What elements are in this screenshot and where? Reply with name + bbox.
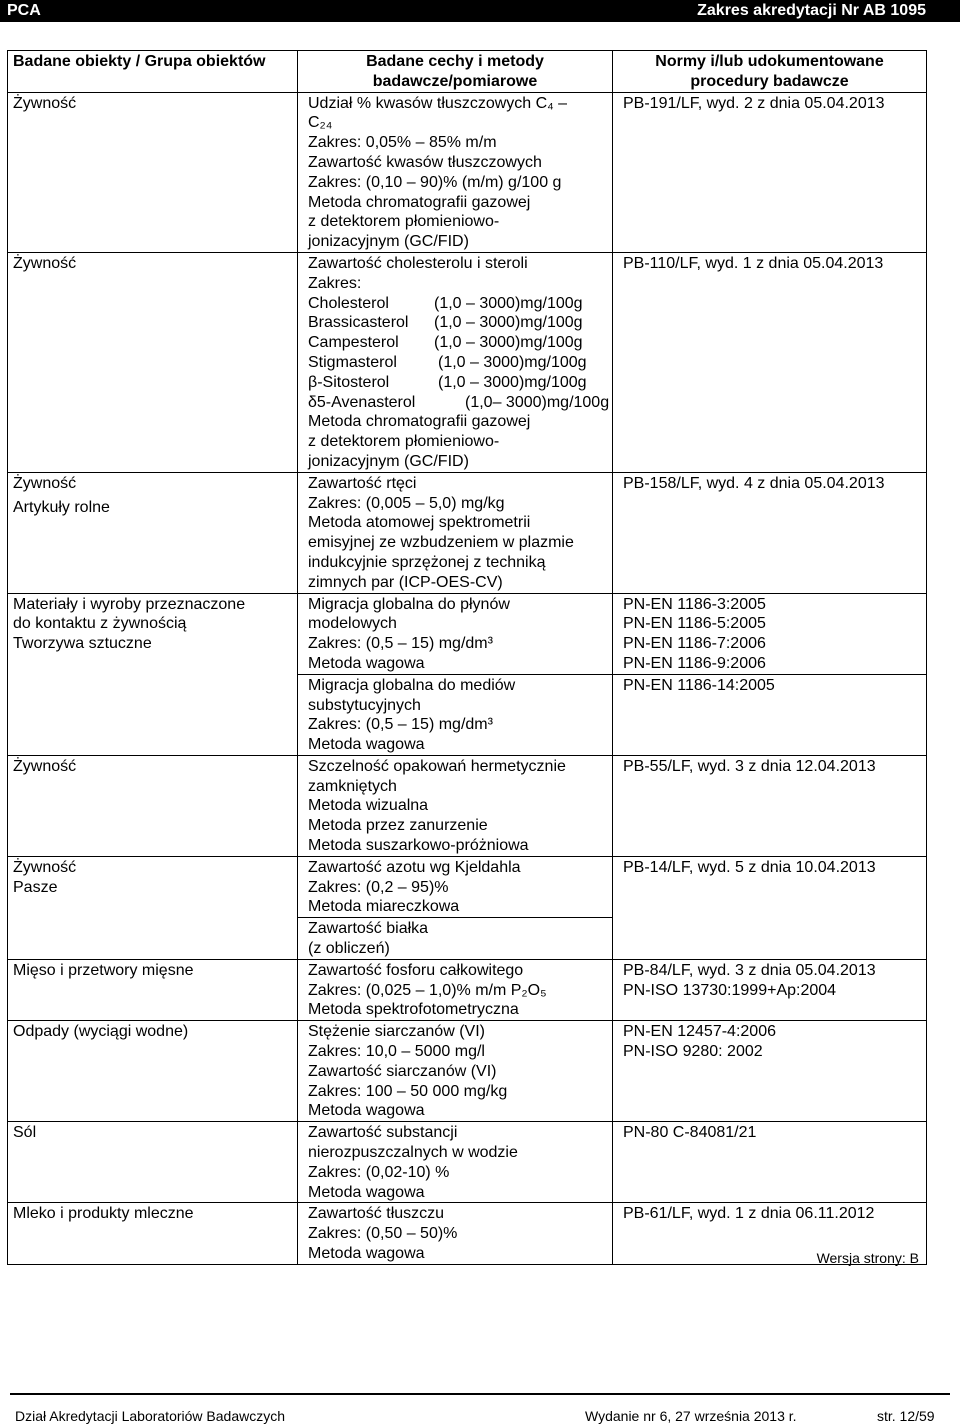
object-label: Żywność bbox=[13, 474, 77, 492]
methods-cell bbox=[298, 959, 613, 1020]
objects-cell bbox=[8, 472, 298, 593]
page-header-bar bbox=[0, 0, 960, 22]
method-line: Zakres: (0,5 – 15) mg/dm³ bbox=[308, 635, 493, 653]
method-line: Zawartość substancji bbox=[308, 1124, 458, 1142]
sterol-range-line bbox=[308, 313, 610, 333]
method-line: C₂₄ bbox=[308, 114, 333, 132]
methods-cell bbox=[298, 92, 613, 252]
method-line: Zawartość tłuszczu bbox=[308, 1205, 445, 1223]
norm-reference: PN-EN 12457-4:2006 bbox=[623, 1023, 776, 1041]
footer-edition: Wydanie nr 6, 27 września 2013 r. bbox=[585, 1408, 797, 1424]
column-header-methods: Badane cechy i metody badawcze/pomiarowe bbox=[298, 51, 613, 93]
method-line: Metoda chromatografii gazowej bbox=[308, 413, 531, 431]
sterol-range: (1,0 – 3000)mg/100g bbox=[438, 373, 587, 391]
method-line: Zakres: (0,02-10) % bbox=[308, 1163, 450, 1181]
methods-cell bbox=[298, 593, 613, 674]
method-line: Zakres: 0,05% – 85% m/m bbox=[308, 134, 497, 152]
object-label: Tworzywa sztuczne bbox=[13, 635, 152, 653]
method-line: Metoda miareczkowa bbox=[308, 898, 460, 916]
objects-cell bbox=[8, 755, 298, 856]
footer-department: Dział Akredytacji Laboratoriów Badawczych bbox=[15, 1408, 286, 1424]
methods-cell bbox=[298, 472, 613, 593]
sterol-range: (1,0 – 3000)mg/100g bbox=[434, 294, 583, 312]
norms-cell bbox=[613, 252, 927, 472]
method-line: Zawartość fosforu całkowitego bbox=[308, 961, 524, 979]
norm-reference: PB-191/LF, wyd. 2 z dnia 05.04.2013 bbox=[623, 94, 885, 112]
table-row bbox=[8, 755, 927, 856]
table-row bbox=[8, 593, 927, 674]
object-label: Mleko i produkty mleczne bbox=[13, 1205, 194, 1223]
objects-cell bbox=[8, 959, 298, 1020]
sterol-name: Brassicasterol bbox=[308, 314, 409, 332]
sterol-name: Stigmasterol bbox=[308, 353, 397, 371]
method-line: indukcyjnie sprzężonej z techniką bbox=[308, 553, 546, 571]
method-line: z detektorem płomieniowo- bbox=[308, 213, 500, 231]
method-line: Zakres: (0,50 – 50)% bbox=[308, 1225, 458, 1243]
objects-cell bbox=[8, 1122, 298, 1203]
column-header-objects: Badane obiekty / Grupa obiektów bbox=[8, 51, 298, 93]
object-label: Pasze bbox=[13, 878, 58, 896]
method-line: Zakres: bbox=[308, 274, 362, 292]
method-line: Migracja globalna do płynów bbox=[308, 595, 510, 613]
table-row bbox=[8, 1122, 927, 1203]
method-line: Metoda spektrofotometryczna bbox=[308, 1001, 519, 1019]
methods-cell bbox=[298, 1021, 613, 1122]
norm-reference: PN-80 C-84081/21 bbox=[623, 1124, 757, 1142]
footer-page-number: str. 12/59 bbox=[877, 1408, 935, 1424]
method-line: Zakres: 100 – 50 000 mg/kg bbox=[308, 1082, 508, 1100]
norm-reference: PB-61/LF, wyd. 1 z dnia 06.11.2012 bbox=[623, 1205, 875, 1223]
objects-cell bbox=[8, 593, 298, 755]
object-label: Żywność bbox=[13, 254, 77, 272]
method-line: Zawartość siarczanów (VI) bbox=[308, 1062, 497, 1080]
objects-cell bbox=[8, 252, 298, 472]
norms-cell bbox=[613, 472, 927, 593]
object-label: Żywność bbox=[13, 757, 77, 775]
norm-reference: PB-14/LF, wyd. 5 z dnia 10.04.2013 bbox=[623, 858, 876, 876]
object-label: Sól bbox=[13, 1124, 37, 1142]
method-line: Metoda chromatografii gazowej bbox=[308, 193, 531, 211]
method-line: Zawartość cholesterolu i steroli bbox=[308, 254, 528, 272]
objects-cell bbox=[8, 1203, 298, 1264]
methods-cell bbox=[298, 1122, 613, 1203]
table-row bbox=[8, 856, 927, 917]
norm-reference: PN-EN 1186-3:2005 bbox=[623, 595, 766, 613]
method-line: Udział % kwasów tłuszczowych C₄ – bbox=[308, 94, 568, 112]
norms-cell bbox=[613, 1021, 927, 1122]
norms-cell bbox=[613, 92, 927, 252]
method-line: Stężenie siarczanów (VI) bbox=[308, 1023, 485, 1041]
sterol-range-line bbox=[308, 393, 610, 413]
methods-cell bbox=[298, 918, 613, 960]
method-line: Zakres: (0,2 – 95)% bbox=[308, 878, 449, 896]
norms-cell bbox=[613, 959, 927, 1020]
methods-cell bbox=[298, 1203, 613, 1264]
footer-divider bbox=[10, 1393, 950, 1395]
column-header-norms: Normy i/lub udokumentowane procedury badawcze bbox=[613, 51, 927, 93]
methods-cell bbox=[298, 755, 613, 856]
sterol-range-line bbox=[308, 333, 610, 353]
sterol-name: Campesterol bbox=[308, 334, 399, 352]
method-line: substytucyjnych bbox=[308, 696, 421, 714]
methods-cell bbox=[298, 856, 613, 917]
sterol-range-line bbox=[308, 294, 610, 314]
header-left-text: PCA bbox=[7, 2, 41, 19]
sterol-name: Cholesterol bbox=[308, 294, 389, 312]
object-label: Odpady (wyciągi wodne) bbox=[13, 1023, 189, 1041]
norms-cell bbox=[613, 856, 927, 959]
sterol-range-line bbox=[308, 353, 610, 373]
object-label: Żywność bbox=[13, 94, 77, 112]
norms-cell bbox=[613, 1122, 927, 1203]
method-line: Zakres: (0,025 – 1,0)% m/m P₂O₅ bbox=[308, 981, 547, 999]
table-header-row bbox=[8, 51, 927, 93]
method-line: Metoda wizualna bbox=[308, 797, 429, 815]
norm-reference: PN-ISO 9280: 2002 bbox=[623, 1043, 763, 1061]
table-row bbox=[8, 472, 927, 593]
method-line: Zakres: (0,10 – 90)% (m/m) g/100 g bbox=[308, 173, 562, 191]
methods-cell bbox=[298, 252, 613, 472]
method-line: Zakres: (0,5 – 15) mg/dm³ bbox=[308, 716, 493, 734]
sterol-range: (1,0– 3000)mg/100g bbox=[465, 393, 610, 411]
method-line: jonizacyjnym (GC/FID) bbox=[308, 452, 469, 470]
method-line: Metoda wagowa bbox=[308, 654, 425, 672]
norms-cell bbox=[613, 593, 927, 674]
method-line: (z obliczeń) bbox=[308, 940, 390, 958]
method-line: zamkniętych bbox=[308, 777, 397, 795]
method-line: Metoda przez zanurzenie bbox=[308, 817, 488, 835]
methods-cell bbox=[298, 674, 613, 755]
objects-cell bbox=[8, 92, 298, 252]
norm-reference: PB-110/LF, wyd. 1 z dnia 05.04.2013 bbox=[623, 254, 884, 272]
method-line: Metoda suszarkowo-próżniowa bbox=[308, 837, 529, 855]
method-line: Metoda wagowa bbox=[308, 1102, 425, 1120]
norm-reference: PN-ISO 13730:1999+Ap:2004 bbox=[623, 981, 837, 999]
objects-cell bbox=[8, 1021, 298, 1122]
method-line: Zawartość kwasów tłuszczowych bbox=[308, 153, 542, 171]
objects-cell bbox=[8, 856, 298, 959]
object-label: do kontaktu z żywnością bbox=[13, 615, 187, 633]
norm-reference: PN-EN 1186-9:2006 bbox=[623, 654, 766, 672]
method-line: modelowych bbox=[308, 615, 397, 633]
sterol-name: β-Sitosterol bbox=[308, 373, 390, 391]
method-line: Zawartość azotu wg Kjeldahla bbox=[308, 858, 521, 876]
table-row bbox=[8, 252, 927, 472]
method-line: z detektorem płomieniowo- bbox=[308, 433, 500, 451]
table-row bbox=[8, 1021, 927, 1122]
norm-reference: PN-EN 1186-14:2005 bbox=[623, 676, 775, 694]
accreditation-table bbox=[7, 50, 927, 1265]
norm-reference: PB-84/LF, wyd. 3 z dnia 05.04.2013 bbox=[623, 961, 876, 979]
norm-reference: PN-EN 1186-7:2006 bbox=[623, 635, 766, 653]
method-line: zimnych par (ICP-OES-CV) bbox=[308, 573, 503, 591]
method-line: Metoda atomowej spektrometrii bbox=[308, 514, 531, 532]
norms-cell bbox=[613, 755, 927, 856]
sterol-name: δ5-Avenasterol bbox=[308, 393, 416, 411]
header-title: Zakres akredytacji Nr AB 1095 bbox=[697, 2, 926, 19]
method-line: emisyjnej ze wzbudzeniem w plazmie bbox=[308, 534, 574, 552]
norms-cell bbox=[613, 674, 927, 755]
sterol-range: (1,0 – 3000)mg/100g bbox=[434, 334, 583, 352]
method-line: Zawartość białka bbox=[308, 920, 429, 938]
object-label: Artykuły rolne bbox=[13, 498, 110, 516]
object-label: Mięso i przetwory mięsne bbox=[13, 961, 194, 979]
method-line: Migracja globalna do mediów bbox=[308, 676, 516, 694]
method-line: Metoda wagowa bbox=[308, 1245, 425, 1263]
method-line: nierozpuszczalnych w wodzie bbox=[308, 1144, 518, 1162]
object-label: Materiały i wyroby przeznaczone bbox=[13, 595, 246, 613]
method-line: jonizacyjnym (GC/FID) bbox=[308, 233, 469, 251]
sterol-range-line bbox=[308, 373, 610, 393]
sterol-range: (1,0 – 3000)mg/100g bbox=[438, 353, 587, 371]
norm-reference: PB-55/LF, wyd. 3 z dnia 12.04.2013 bbox=[623, 757, 876, 775]
sterol-range: (1,0 – 3000)mg/100g bbox=[434, 314, 583, 332]
table-row bbox=[8, 959, 927, 1020]
method-line: Zawartość rtęci bbox=[308, 474, 417, 492]
object-label: Żywność bbox=[13, 858, 77, 876]
table-row bbox=[8, 92, 927, 252]
method-line: Zakres: (0,005 – 5,0) mg/kg bbox=[308, 494, 505, 512]
method-line: Metoda wagowa bbox=[308, 736, 425, 754]
table-row bbox=[8, 1203, 927, 1264]
method-line: Zakres: 10,0 – 5000 mg/l bbox=[308, 1043, 485, 1061]
norm-reference: PB-158/LF, wyd. 4 z dnia 05.04.2013 bbox=[623, 474, 885, 492]
norm-reference: PN-EN 1186-5:2005 bbox=[623, 615, 766, 633]
method-line: Szczelność opakowań hermetycznie bbox=[308, 757, 566, 775]
page-version-note: Wersja strony: B bbox=[816, 1250, 919, 1266]
method-line: Metoda wagowa bbox=[308, 1183, 425, 1201]
